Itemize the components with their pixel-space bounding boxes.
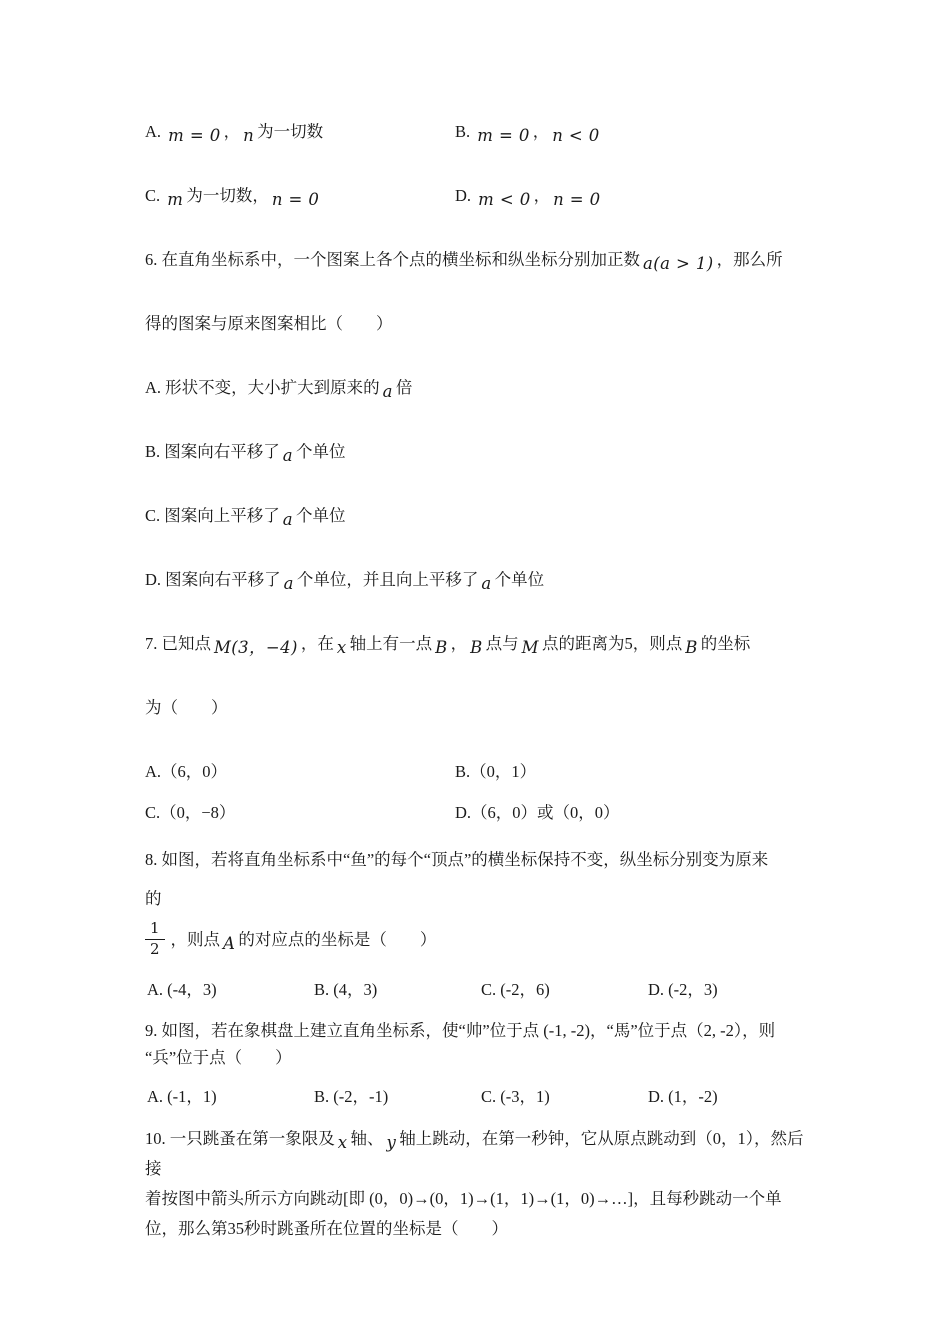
question-8-option-d: D. (-2，3) — [648, 980, 718, 999]
question-6-option-b: B. 图案向右平移了 a 个单位 — [145, 442, 346, 465]
question-6-option-d: D. 图案向右平移了 a 个单位，并且向上平移了 a 个单位 — [145, 570, 545, 593]
question-8-stem-line-1: 8. 如图，若将直角坐标系中“鱼”的每个“顶点”的横坐标保持不变，纵坐标分别变为原来 — [145, 850, 769, 869]
question-9-option-d: D. (1，-2) — [648, 1087, 718, 1106]
math-inline: x — [336, 638, 347, 657]
question-7-option-d: D.（6，0）或（0，0） — [455, 803, 620, 822]
math-inline: a — [282, 446, 294, 465]
question-6-option-c: C. 图案向上平移了 a 个单位 — [145, 506, 346, 529]
question-7-options-row-1 — [145, 758, 815, 785]
question-6-stem-line-2: 得的图案与原来图案相比（ ） — [145, 314, 393, 333]
question-8-option-b: B. (4，3) — [314, 980, 378, 999]
math-inline: a — [382, 382, 393, 401]
question-10-stem-line-2: 着按图中箭头所示方向跳动[即 (0，0)→(0，1)→(1，1)→(1，0)→…]，且每秒跳动一个单 — [145, 1189, 782, 1208]
question-8-option-a: A. (-4，3) — [147, 980, 217, 999]
question-9-stem-line-2: “兵”位于点（ ） — [145, 1048, 292, 1067]
question-7-stem-line-1: 7. 已知点 M(3，−4) ，在 x 轴上有一点 B ， B 点与 M 点的距离为5，则点 B 的坐标 — [145, 634, 751, 657]
fraction: $\frac{1}{2}$ — [145, 920, 165, 958]
question-9-stem-line-1: 9. 如图，若在象棋盘上建立直角坐标系，使“帅”位于点 (-1, -2)，“馬”位于点（2, -2），则 — [145, 1021, 776, 1040]
question-7-options-row-2 — [145, 799, 815, 826]
question-8-stem-line-3: $\frac{1}{2}$ ，则点 A 的对应点的坐标是（ ） — [145, 916, 815, 962]
math-inline: B — [435, 638, 448, 657]
question-5-option-d: D. m < 0 ， n = 0 — [455, 186, 601, 209]
math-inline: A — [223, 933, 236, 953]
math-inline: m = 0 — [168, 126, 221, 145]
math-inline: a(a > 1) — [643, 254, 714, 273]
question-8-stem-line-2: 的 — [145, 889, 162, 908]
math-inline: m — [167, 190, 184, 209]
question-7-option-c: C.（0，−8） — [145, 803, 236, 822]
math-inline: x — [337, 1133, 348, 1152]
question-7-option-a: A.（6，0） — [145, 762, 228, 781]
question-6-option-a: A. 形状不变，大小扩大到原来的 a 倍 — [145, 378, 413, 401]
math-inline: M — [521, 638, 539, 657]
question-8-options-row — [147, 976, 815, 1003]
math-inline: m < 0 — [478, 190, 531, 209]
question-8-option-c: C. (-2，6) — [481, 980, 550, 999]
question-10-stem-line-1: 10. 一只跳蚤在第一象限及 x 轴、 y 轴上跳动，在第一秒钟，它从原点跳动到（0，1），然后接 — [145, 1129, 804, 1178]
math-inline: n — [243, 126, 255, 145]
math-inline: m = 0 — [477, 126, 530, 145]
question-9-option-a: A. (-1，1) — [147, 1087, 217, 1106]
question-9-option-b: B. (-2，-1) — [314, 1087, 389, 1106]
question-5-options-row-1 — [145, 118, 815, 145]
question-10-stem-line-3: 位，那么第35秒时跳蚤所在位置的坐标是（ ） — [145, 1219, 508, 1238]
question-5-options-row-2 — [145, 182, 815, 209]
math-inline: y — [386, 1133, 397, 1152]
math-inline: B — [685, 638, 698, 657]
math-inline: M(3，−4) — [214, 638, 298, 657]
math-inline: a — [283, 574, 294, 593]
math-inline: B — [470, 638, 483, 657]
question-5-option-c: C. m 为一切数， n = 0 — [145, 186, 320, 209]
question-9-option-c: C. (-3，1) — [481, 1087, 550, 1106]
math-inline: n = 0 — [553, 190, 601, 209]
math-inline: a — [282, 510, 294, 529]
math-inline: n < 0 — [552, 126, 600, 145]
question-9-options-row — [147, 1083, 815, 1110]
question-7-option-b: B.（0，1） — [455, 762, 537, 781]
question-5-option-b: B. m = 0 ， n < 0 — [455, 122, 600, 145]
question-6-stem-line-1: 6. 在直角坐标系中，一个图案上各个点的横坐标和纵坐标分别加正数 a(a > 1) ，那么所 — [145, 250, 783, 273]
question-5-option-a: A. m = 0 ， n 为一切数 — [145, 122, 324, 145]
question-7-stem-line-2: 为（ ） — [145, 698, 228, 717]
math-inline: a — [481, 574, 492, 593]
math-inline: n = 0 — [271, 190, 320, 209]
